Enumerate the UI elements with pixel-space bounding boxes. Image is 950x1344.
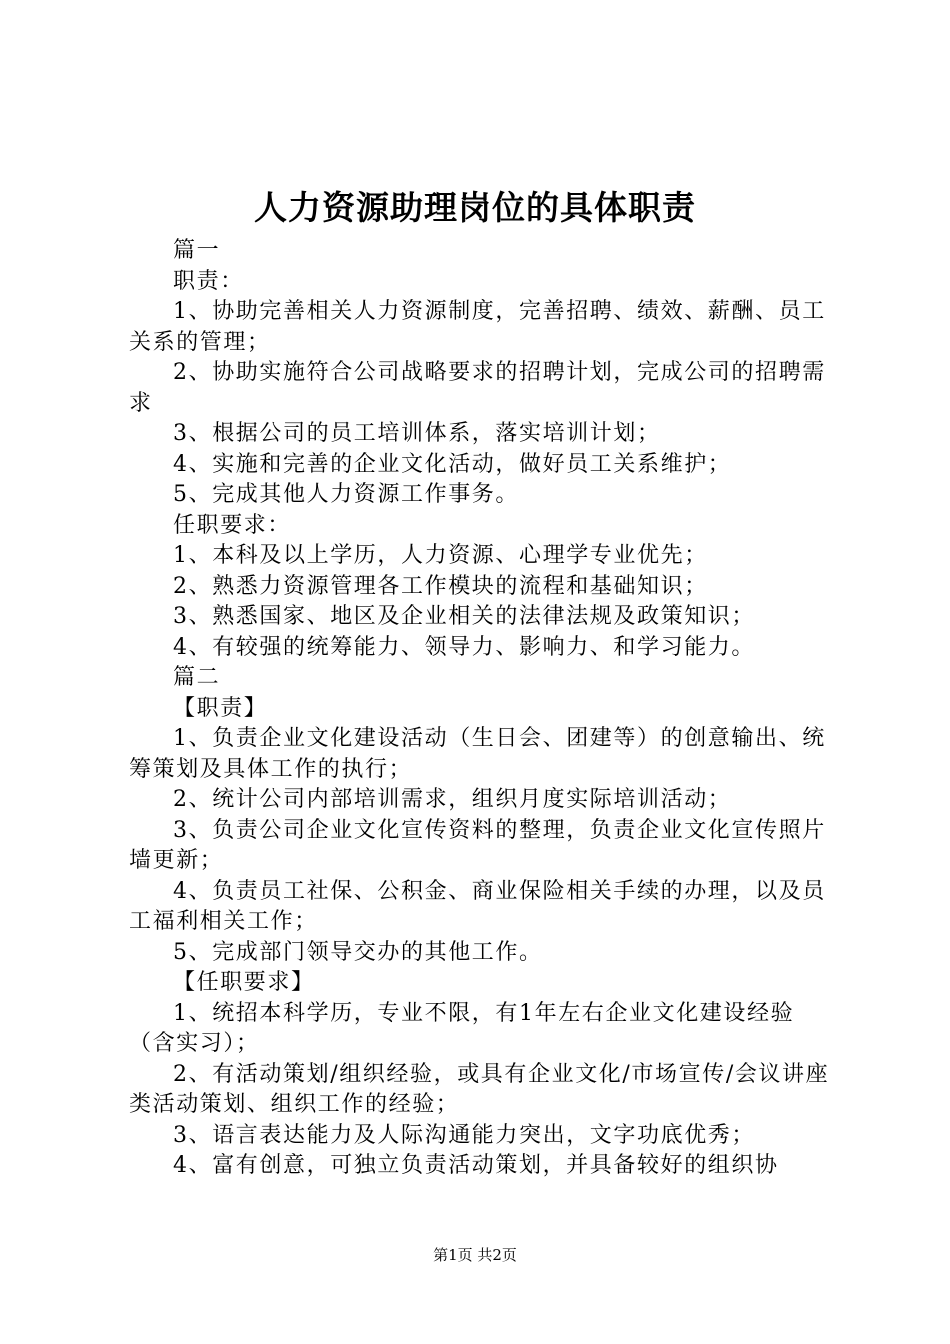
paragraph: 1、统招本科学历，专业不限，有1年左右企业文化建设经验（含实习）； (129, 1000, 795, 1056)
paragraph: 2、协助实施符合公司战略要求的招聘计划，完成公司的招聘需求 (129, 360, 826, 416)
paragraph: 2、统计公司内部培训需求，组织月度实际培训活动； (173, 787, 732, 812)
paragraph: 5、完成部门领导交办的其他工作。 (173, 939, 543, 965)
paragraph: 【任职要求】 (173, 970, 315, 995)
paragraph: 职责： (173, 268, 244, 294)
paragraph: 1、负责企业文化建设活动（生日会、团建等）的创意输出、统筹策划及具体工作的执行； (129, 726, 826, 782)
paragraph: 3、负责公司企业文化宣传资料的整理，负责企业文化宣传照片墙更新； (129, 817, 826, 873)
paragraph: 5、完成其他人力资源工作事务。 (173, 482, 519, 507)
paragraph: 2、有活动策划/组织经验，或具有企业文化/市场宣传/会议讲座类活动策划、组织工作的经验； (129, 1061, 830, 1117)
paragraph: 4、实施和完善的企业文化活动，做好员工关系维护； (173, 451, 732, 477)
paragraph: 1、本科及以上学历，人力资源、心理学专业优先； (173, 543, 708, 568)
paragraph: 3、熟悉国家、地区及企业相关的法律法规及政策知识； (173, 604, 755, 629)
paragraph: 【职责】 (173, 695, 268, 721)
paragraph: 4、有较强的统筹能力、领导力、影响力、和学习能力。 (173, 634, 755, 660)
page-number-footer: 第1页 共2页 (433, 1246, 517, 1264)
paragraph: 3、语言表达能力及人际沟通能力突出，文字功底优秀； (173, 1122, 755, 1148)
paragraph: 1、协助完善相关人力资源制度，完善招聘、绩效、薪酬、员工关系的管理； (129, 299, 826, 355)
paragraph: 任职要求： (173, 512, 292, 538)
document-title: 人力资源助理岗位的具体职责 (254, 188, 696, 227)
document-body (129, 236, 834, 1182)
paragraph: 2、熟悉力资源管理各工作模块的流程和基础知识； (173, 573, 708, 599)
paragraph: 3、根据公司的员工培训体系，落实培训计划； (173, 421, 661, 446)
paragraph: 篇一 (173, 238, 221, 263)
paragraph: 4、富有创意，可独立负责活动策划，并具备较好的组织协 (173, 1153, 779, 1178)
paragraph: 4、负责员工社保、公积金、商业保险相关手续的办理，以及员工福利相关工作； (129, 878, 826, 934)
paragraph: 篇二 (173, 665, 221, 690)
